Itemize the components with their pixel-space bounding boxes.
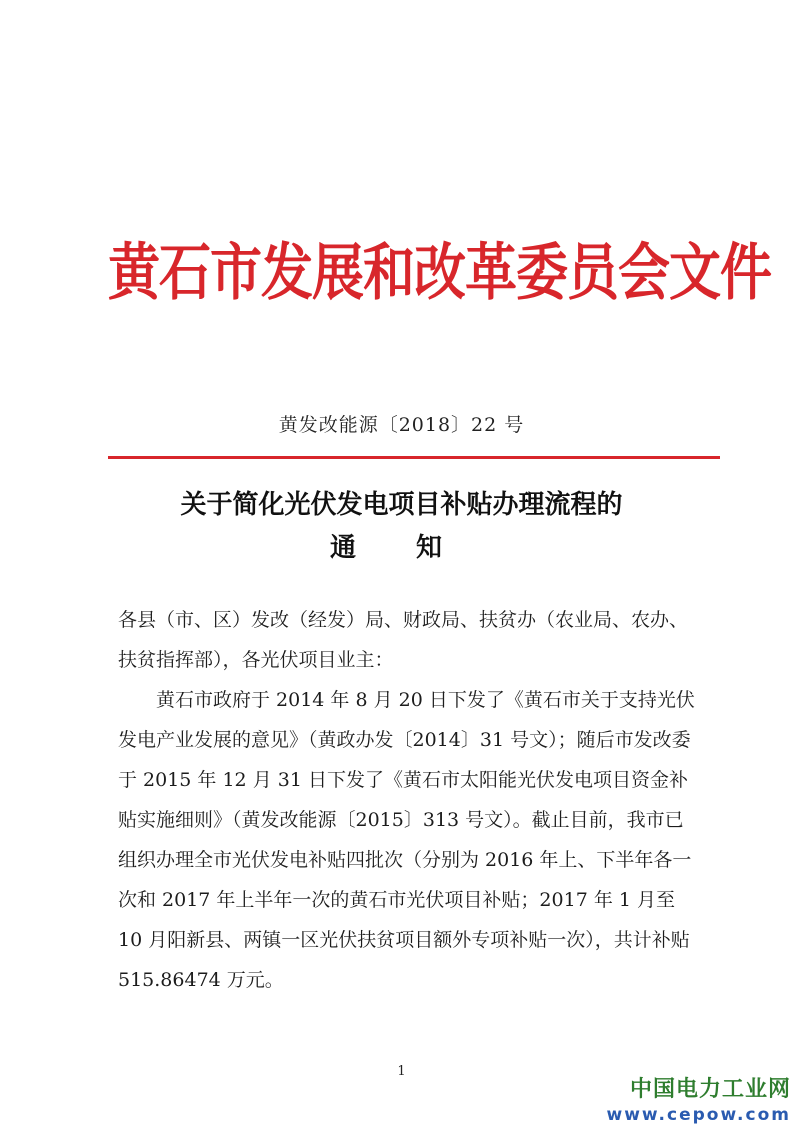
header-red-rule: [108, 456, 720, 459]
watermark-site-name: 中国电力工业网: [629, 1077, 791, 1102]
site-watermark: [586, 1076, 791, 1126]
document-number: 黄发改能源〔2018〕22 号: [278, 414, 525, 436]
page-number: 1: [397, 1064, 406, 1079]
watermark-site-url: www.cepow.com: [606, 1105, 791, 1125]
issuer-title: 黄石市发展和改革委员会文件: [108, 236, 772, 309]
notice-title: 关于简化光伏发电项目补贴办理流程的: [180, 490, 623, 520]
document-body: [118, 600, 698, 1000]
body-paragraph: 黄石市政府于 2014 年 8 月 20 日下发了《黄石市关于支持光伏发电产业发展的意见》（黄政办发〔2014〕31 号文）；随后市发改委于 2015 年 12 月 31 日下发了《黄石市太阳能光伏发电项目资金补贴实施细则》（黄发改能源〔2015〕313 号文）。截止目前，我市已组织办理全市光伏发电补贴四批次（分别为 2016 年上、下半年各一次和 2017 年上半年一次的黄石市光伏项目补贴；2017 年 1 月至 10 月阳新县、两镇一区光伏扶贫项目额外专项补贴一次），共计补贴 515.86474 万元。: [118, 689, 695, 991]
addressee: 各县（市、区）发改（经发）局、财政局、扶贫办（农业局、农办、扶贫指挥部），各光伏项目业主：: [118, 609, 689, 671]
notice-title-line2: 通知: [330, 533, 503, 563]
